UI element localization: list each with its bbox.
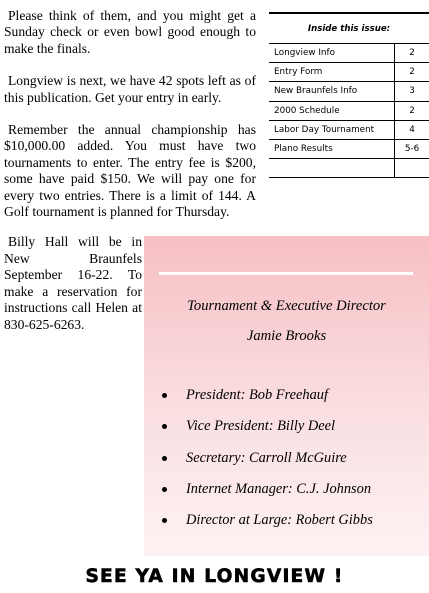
list-item <box>162 480 373 511</box>
article-paragraph: Please think of them, and you might get a Sunday check or even bowl good enough to make the finals. <box>4 8 256 56</box>
officers-list <box>162 386 373 542</box>
officer-text: Secretary: Carroll McGuire <box>186 449 347 466</box>
toc-row[interactable] <box>269 63 429 82</box>
toc-row-empty <box>269 159 429 178</box>
article-paragraph: Billy Hall will be in New Braunfels September 16-22. To make a reservation for instructions call Helen at 830-625-6263. <box>4 234 142 332</box>
toc-row-label: 2000 Schedule <box>274 105 340 116</box>
toc-row-label: Longview Info <box>274 48 335 58</box>
toc-row-label: Plano Results <box>274 143 333 154</box>
toc-row-page: 2 <box>394 63 429 81</box>
bullet-icon <box>162 518 167 523</box>
toc-row-page: 2 <box>394 102 429 120</box>
article-paragraph: Longview is next, we have 42 spots left as of this publication. Get your entry in early. <box>4 73 256 105</box>
toc-row[interactable] <box>269 121 429 140</box>
table-of-contents <box>269 12 429 178</box>
officer-text: Internet Manager: C.J. Johnson <box>186 480 372 497</box>
list-item <box>162 449 373 480</box>
bullet-icon <box>162 424 167 429</box>
officer-text: Vice President: Billy Deel <box>186 418 336 435</box>
officer-text: President: Bob Freehauf <box>186 387 329 403</box>
sidebar-divider <box>159 272 413 275</box>
toc-row[interactable] <box>269 102 429 121</box>
toc-row-page: 5-6 <box>394 140 429 158</box>
director-title: Tournament & Executive Director <box>187 298 386 314</box>
toc-row-page: 4 <box>394 121 429 139</box>
toc-title: Inside this issue: <box>269 14 429 44</box>
toc-row-label: Entry Form <box>274 67 323 78</box>
officers-sidebar <box>144 236 429 556</box>
list-item <box>162 417 373 448</box>
toc-row-page <box>394 159 429 177</box>
toc-row-label <box>269 159 394 177</box>
bullet-icon <box>162 487 167 492</box>
bullet-icon <box>162 393 167 398</box>
toc-row-page: 2 <box>394 44 429 62</box>
toc-row-page: 3 <box>394 82 429 100</box>
article-paragraph: Remember the annual championship has $10,000.00 added. You must have two tournaments to enter. The entry fee is $200, some have paid $150. We will pay one for every two entries. There is a limit of 144. A Golf tournament is planned for Thursday. <box>4 122 256 220</box>
toc-row[interactable] <box>269 82 429 101</box>
bullet-icon <box>162 456 167 461</box>
toc-row-label: New Braunfels Info <box>274 86 358 97</box>
footer-banner: SEE YA IN LONGVIEW ! <box>85 566 344 587</box>
officer-text: Director at Large: Robert Gibbs <box>186 512 373 529</box>
list-item <box>162 386 373 417</box>
director-name: Jamie Brooks <box>246 328 327 344</box>
toc-row[interactable] <box>269 140 429 159</box>
list-item <box>162 511 373 542</box>
toc-row[interactable] <box>269 44 429 63</box>
toc-row-label: Labor Day Tournament <box>274 124 375 135</box>
